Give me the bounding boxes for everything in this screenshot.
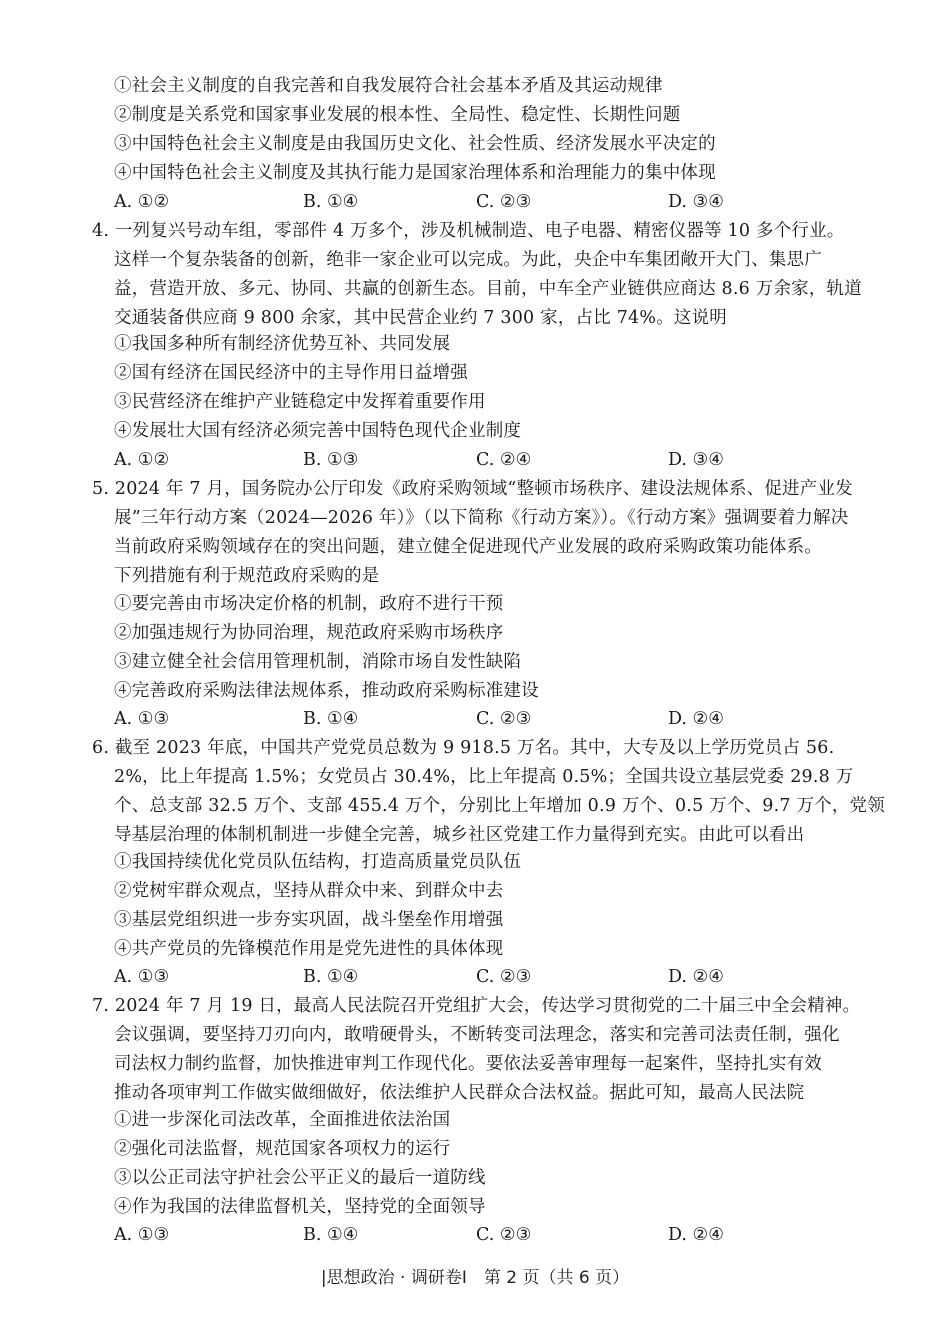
q4-choice-b: B. ①③ bbox=[303, 450, 359, 470]
q5-option-3: ③建立健全社会信用管理机制，消除市场自发性缺陷 bbox=[114, 652, 522, 672]
page-footer: |思想政治 · 调研卷Ⅰ 第 2 页（共 6 页） bbox=[320, 1268, 630, 1288]
q7-option-4: ④作为我国的法律监督机关，坚持党的全面领导 bbox=[114, 1197, 486, 1217]
q5-stem-line-1: 5. 2024 年 7 月，国务院办公厅印发《政府采购领域“整顿市场秩序、建设法规体系、促进产业发 bbox=[92, 479, 853, 499]
q4-choice-d: D. ③④ bbox=[668, 450, 724, 470]
q6-choice-c: C. ②③ bbox=[476, 967, 532, 987]
q5-option-2: ②加强违规行为协同治理，规范政府采购市场秩序 bbox=[114, 623, 504, 643]
q6-option-4: ④共产党员的先锋模范作用是党先进性的具体体现 bbox=[114, 939, 504, 959]
q7-option-2: ②强化司法监督，规范国家各项权力的运行 bbox=[114, 1139, 451, 1159]
q4-stem-line-1: 4. 一列复兴号动车组，零部件 4 万多个，涉及机械制造、电子电器、精密仪器等 10 多个行业。 bbox=[92, 221, 845, 241]
q7-stem-line-1: 7. 2024 年 7 月 19 日，最高人民法院召开党组扩大会，传达学习贯彻党的二十届三中全会精神。 bbox=[92, 996, 861, 1016]
q6-stem-line-2: 2%，比上年提高 1.5%；女党员占 30.4%，比上年提高 0.5%；全国共设立基层党委 29.8 万 bbox=[114, 767, 854, 787]
q6-option-1: ①我国持续优化党员队伍结构，打造高质量党员队伍 bbox=[114, 852, 522, 872]
q7-stem-line-4: 推动各项审判工作做实做细做好，依法维护人民群众合法权益。据此可知，最高人民法院 bbox=[114, 1083, 805, 1103]
q6-option-3: ③基层党组织进一步夯实巩固，战斗堡垒作用增强 bbox=[114, 910, 504, 930]
q3-choice-b: B. ①④ bbox=[303, 192, 359, 212]
q5-choice-c: C. ②③ bbox=[476, 709, 532, 729]
q4-stem-line-4: 交通装备供应商 9 800 余家，其中民营企业约 7 300 家，占比 74%。这说明 bbox=[114, 308, 728, 328]
q7-stem-line-2: 会议强调，要坚持刀刃向内，敢啃硬骨头，不断转变司法理念，落实和完善司法责任制，强化 bbox=[114, 1025, 840, 1045]
q3-choice-a: A. ①② bbox=[114, 192, 170, 212]
q5-choice-a: A. ①③ bbox=[114, 709, 170, 729]
q3-choice-d: D. ③④ bbox=[668, 192, 724, 212]
q4-stem-line-3: 益，营造开放、多元、协同、共赢的创新生态。目前，中车全产业链供应商达 8.6 万余家，轨道 bbox=[114, 279, 862, 299]
q3-option-1: ①社会主义制度的自我完善和自我发展符合社会基本矛盾及其运动规律 bbox=[114, 76, 663, 96]
q7-option-3: ③以公正司法守护社会公平正义的最后一道防线 bbox=[114, 1168, 486, 1188]
q7-choice-b: B. ①④ bbox=[303, 1225, 359, 1245]
q5-option-4: ④完善政府采购法律法规体系，推动政府采购标准建设 bbox=[114, 681, 539, 701]
q6-choice-d: D. ②④ bbox=[668, 967, 724, 987]
q3-option-2: ②制度是关系党和国家事业发展的根本性、全局性、稳定性、长期性问题 bbox=[114, 105, 681, 125]
q5-stem-line-3: 当前政府采购领域存在的突出问题，建立健全促进现代产业发展的政府采购政策功能体系。 bbox=[114, 537, 822, 557]
q4-option-4: ④发展壮大国有经济必须完善中国特色现代企业制度 bbox=[114, 421, 522, 441]
q5-stem-line-2: 展”三年行动方案（2024—2026 年）》（以下简称《行动方案》）。《行动方案》强调要着力解决 bbox=[114, 508, 849, 528]
q3-option-4: ④中国特色社会主义制度及其执行能力是国家治理体系和治理能力的集中体现 bbox=[114, 163, 716, 183]
q5-option-1: ①要完善由市场决定价格的机制，政府不进行干预 bbox=[114, 594, 504, 614]
q4-choice-a: A. ①② bbox=[114, 450, 170, 470]
q7-option-1: ①进一步深化司法改革，全面推进依法治国 bbox=[114, 1110, 451, 1130]
q3-option-3: ③中国特色社会主义制度是由我国历史文化、社会性质、经济发展水平决定的 bbox=[114, 134, 716, 154]
q6-choice-b: B. ①④ bbox=[303, 967, 359, 987]
q3-choice-c: C. ②③ bbox=[476, 192, 532, 212]
q4-option-1: ①我国多种所有制经济优势互补、共同发展 bbox=[114, 334, 451, 354]
q7-choice-c: C. ②③ bbox=[476, 1225, 532, 1245]
q6-choice-a: A. ①③ bbox=[114, 967, 170, 987]
q5-choice-b: B. ①④ bbox=[303, 709, 359, 729]
q7-choice-a: A. ①③ bbox=[114, 1225, 170, 1245]
q5-stem-line-4: 下列措施有利于规范政府采购的是 bbox=[114, 566, 380, 586]
q7-choice-d: D. ②④ bbox=[668, 1225, 724, 1245]
q6-stem-line-4: 导基层治理的体制机制进一步健全完善，城乡社区党建工作力量得到充实。由此可以看出 bbox=[114, 825, 805, 845]
q6-stem-line-1: 6. 截至 2023 年底，中国共产党党员总数为 9 918.5 万名。其中，大专及以上学历党员占 56. bbox=[92, 738, 835, 758]
q5-choice-d: D. ②④ bbox=[668, 709, 724, 729]
q6-stem-line-3: 个、总支部 32.5 万个、支部 455.4 万个，分别比上年增加 0.9 万个、0.5 万个、9.7 万个，党领 bbox=[114, 796, 885, 816]
q4-option-2: ②国有经济在国民经济中的主导作用日益增强 bbox=[114, 363, 468, 383]
q4-choice-c: C. ②④ bbox=[476, 450, 532, 470]
q4-option-3: ③民营经济在维护产业链稳定中发挥着重要作用 bbox=[114, 392, 486, 412]
q6-option-2: ②党树牢群众观点，坚持从群众中来、到群众中去 bbox=[114, 881, 504, 901]
q7-stem-line-3: 司法权力制约监督，加快推进审判工作现代化。要依法妥善审理每一起案件，坚持扎实有效 bbox=[114, 1054, 822, 1074]
q4-stem-line-2: 这样一个复杂装备的创新，绝非一家企业可以完成。为此，央企中车集团敞开大门、集思广 bbox=[114, 250, 822, 270]
